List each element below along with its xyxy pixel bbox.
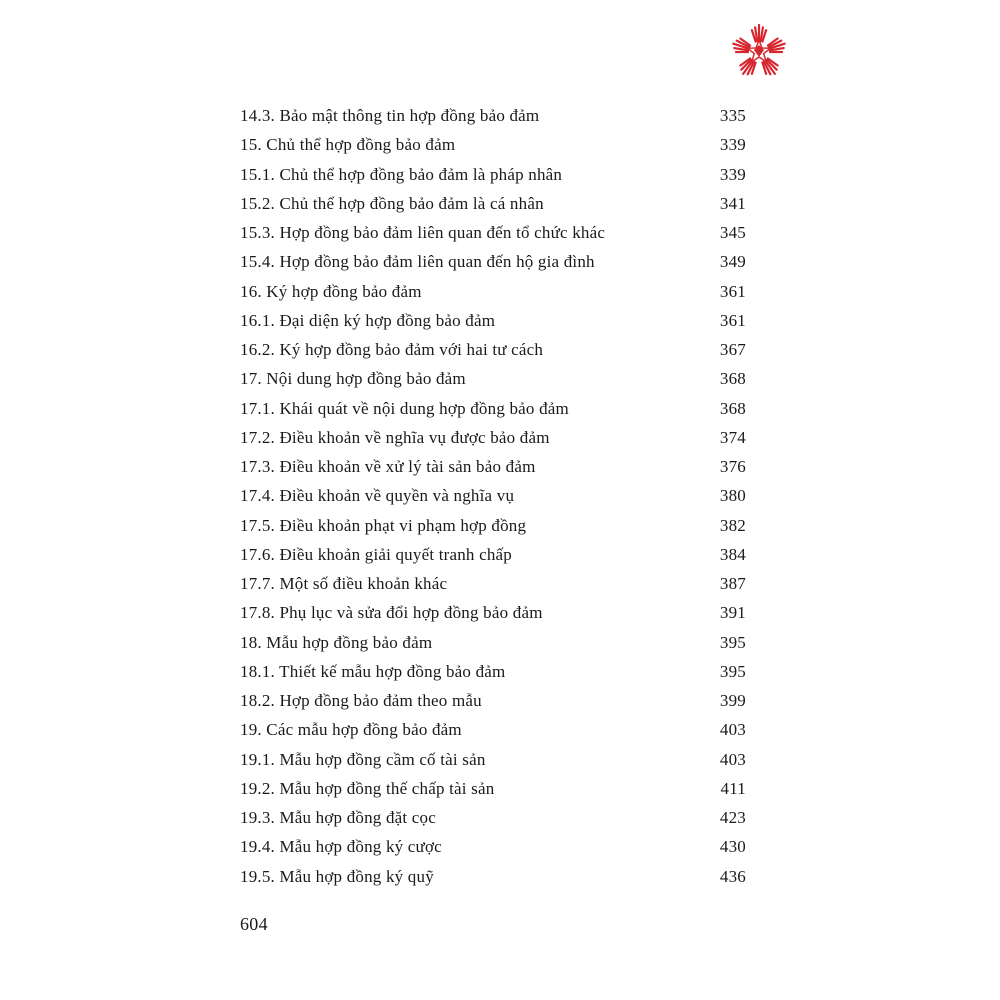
toc-entry bbox=[240, 657, 746, 686]
toc-entry-page: 436 bbox=[719, 866, 746, 886]
toc-entry-title: 15.3. Hợp đồng bảo đảm liên quan đến tổ chức khác bbox=[240, 223, 606, 242]
toc-entry-page: 395 bbox=[719, 661, 746, 681]
toc-entry bbox=[240, 160, 746, 189]
toc-entry-page: 367 bbox=[719, 340, 746, 359]
toc-entry-page: 387 bbox=[719, 574, 746, 593]
toc-entry-title: 16.2. Ký hợp đồng bảo đảm với hai tư cách bbox=[240, 340, 544, 359]
toc-entry-title: 19.2. Mẫu hợp đồng thế chấp tài sản bbox=[240, 778, 495, 798]
toc-entry bbox=[240, 686, 746, 715]
toc-entry-title: 16.1. Đại diện ký hợp đồng bảo đảm bbox=[240, 310, 496, 330]
toc-entry-title: 19. Các mẫu hợp đồng bảo đảm bbox=[240, 720, 462, 740]
toc-entry-page: 384 bbox=[719, 544, 746, 564]
toc-entry-title: 19.5. Mẫu hợp đồng ký quỹ bbox=[240, 866, 434, 886]
toc-entry bbox=[240, 598, 746, 627]
toc-entry bbox=[240, 306, 746, 335]
toc-entry-title: 15.1. Chủ thể hợp đồng bảo đảm là pháp nhân bbox=[240, 164, 563, 184]
toc-entry-title: 17.5. Điều khoản phạt vi phạm hợp đồng bbox=[240, 515, 527, 535]
toc-entry-page: 382 bbox=[719, 515, 746, 535]
toc-entry-title: 17.7. Một số điều khoản khác bbox=[240, 574, 448, 593]
toc-entry-title: 17.3. Điều khoản về xử lý tài sản bảo đảm bbox=[240, 457, 536, 476]
toc-entry bbox=[240, 745, 746, 774]
toc-entry bbox=[240, 189, 746, 218]
toc-entry bbox=[240, 218, 746, 247]
toc-entry-title: 17. Nội dung hợp đồng bảo đảm bbox=[240, 369, 466, 389]
toc-entry-page: 395 bbox=[719, 632, 746, 652]
toc-entry bbox=[240, 423, 746, 452]
toc-entry-page: 339 bbox=[719, 135, 746, 155]
toc-entry-page: 391 bbox=[719, 603, 746, 623]
toc-entry-title: 17.2. Điều khoản về nghĩa vụ được bảo đảm bbox=[240, 427, 550, 447]
toc-entry-page: 368 bbox=[719, 398, 746, 418]
toc-entry-title: 17.8. Phụ lục và sửa đổi hợp đồng bảo đảm bbox=[240, 603, 543, 623]
toc-entry-page: 374 bbox=[719, 427, 746, 447]
toc-entry-page: 339 bbox=[719, 164, 746, 184]
toc-entry-title: 18.1. Thiết kế mẫu hợp đồng bảo đảm bbox=[240, 661, 506, 681]
toc-entry bbox=[240, 832, 746, 861]
toc-entry-title: 14.3. Bảo mật thông tin hợp đồng bảo đảm bbox=[240, 106, 540, 125]
toc-entry-page: 380 bbox=[719, 486, 746, 506]
toc-entry bbox=[240, 774, 746, 803]
toc-entry bbox=[240, 101, 746, 130]
toc-entry bbox=[240, 394, 746, 423]
toc-entry bbox=[240, 628, 746, 657]
toc-entry bbox=[240, 511, 746, 540]
toc-entry-title: 19.4. Mẫu hợp đồng ký cược bbox=[240, 837, 442, 857]
toc-entry-page: 361 bbox=[719, 281, 746, 301]
toc-entry-page: 376 bbox=[719, 457, 746, 476]
toc-entry-title: 15.2. Chủ thể hợp đồng bảo đảm là cá nhân bbox=[240, 193, 544, 213]
toc-entry bbox=[240, 569, 746, 598]
toc-entry bbox=[240, 481, 746, 510]
toc-entry-page: 361 bbox=[719, 310, 746, 330]
toc-entry-title: 19.1. Mẫu hợp đồng cầm cố tài sản bbox=[240, 749, 486, 769]
toc-entry-title: 18. Mẫu hợp đồng bảo đảm bbox=[240, 632, 433, 652]
toc-entry-page: 345 bbox=[719, 223, 746, 242]
toc-entry bbox=[240, 335, 746, 364]
toc-entry-page: 423 bbox=[719, 808, 746, 827]
toc-entry-page: 335 bbox=[719, 106, 746, 125]
toc-entry-page: 368 bbox=[719, 369, 746, 389]
toc-entry bbox=[240, 452, 746, 481]
toc-entry-title: 17.6. Điều khoản giải quyết tranh chấp bbox=[240, 544, 512, 564]
toc-entry-page: 430 bbox=[719, 837, 746, 857]
page-number: 604 bbox=[240, 914, 268, 934]
toc-entry-title: 16. Ký hợp đồng bảo đảm bbox=[240, 281, 422, 301]
toc-entry-page: 341 bbox=[719, 193, 746, 213]
toc-entry bbox=[240, 247, 746, 276]
toc-entry bbox=[240, 803, 746, 832]
publisher-star-logo-icon bbox=[729, 22, 789, 82]
toc-entry-title: 15.4. Hợp đồng bảo đảm liên quan đến hộ gia đình bbox=[240, 252, 595, 272]
toc-entry-page: 399 bbox=[719, 691, 746, 710]
toc-entry-title: 15. Chủ thể hợp đồng bảo đảm bbox=[240, 135, 456, 155]
toc-entry bbox=[240, 130, 746, 159]
toc-entry-title: 19.3. Mẫu hợp đồng đặt cọc bbox=[240, 808, 436, 827]
table-of-contents bbox=[240, 101, 746, 891]
toc-entry-title: 17.1. Khái quát về nội dung hợp đồng bảo đảm bbox=[240, 398, 569, 418]
toc-entry-title: 18.2. Hợp đồng bảo đảm theo mẫu bbox=[240, 691, 482, 710]
toc-entry bbox=[240, 540, 746, 569]
toc-entry bbox=[240, 277, 746, 306]
toc-entry bbox=[240, 364, 746, 393]
toc-entry-page: 411 bbox=[720, 778, 746, 798]
toc-entry-page: 403 bbox=[719, 749, 746, 769]
toc-entry bbox=[240, 715, 746, 744]
toc-entry-title: 17.4. Điều khoản về quyền và nghĩa vụ bbox=[240, 486, 515, 506]
toc-entry-page: 349 bbox=[719, 252, 746, 272]
toc-entry-page: 403 bbox=[719, 720, 746, 740]
toc-entry bbox=[240, 862, 746, 891]
